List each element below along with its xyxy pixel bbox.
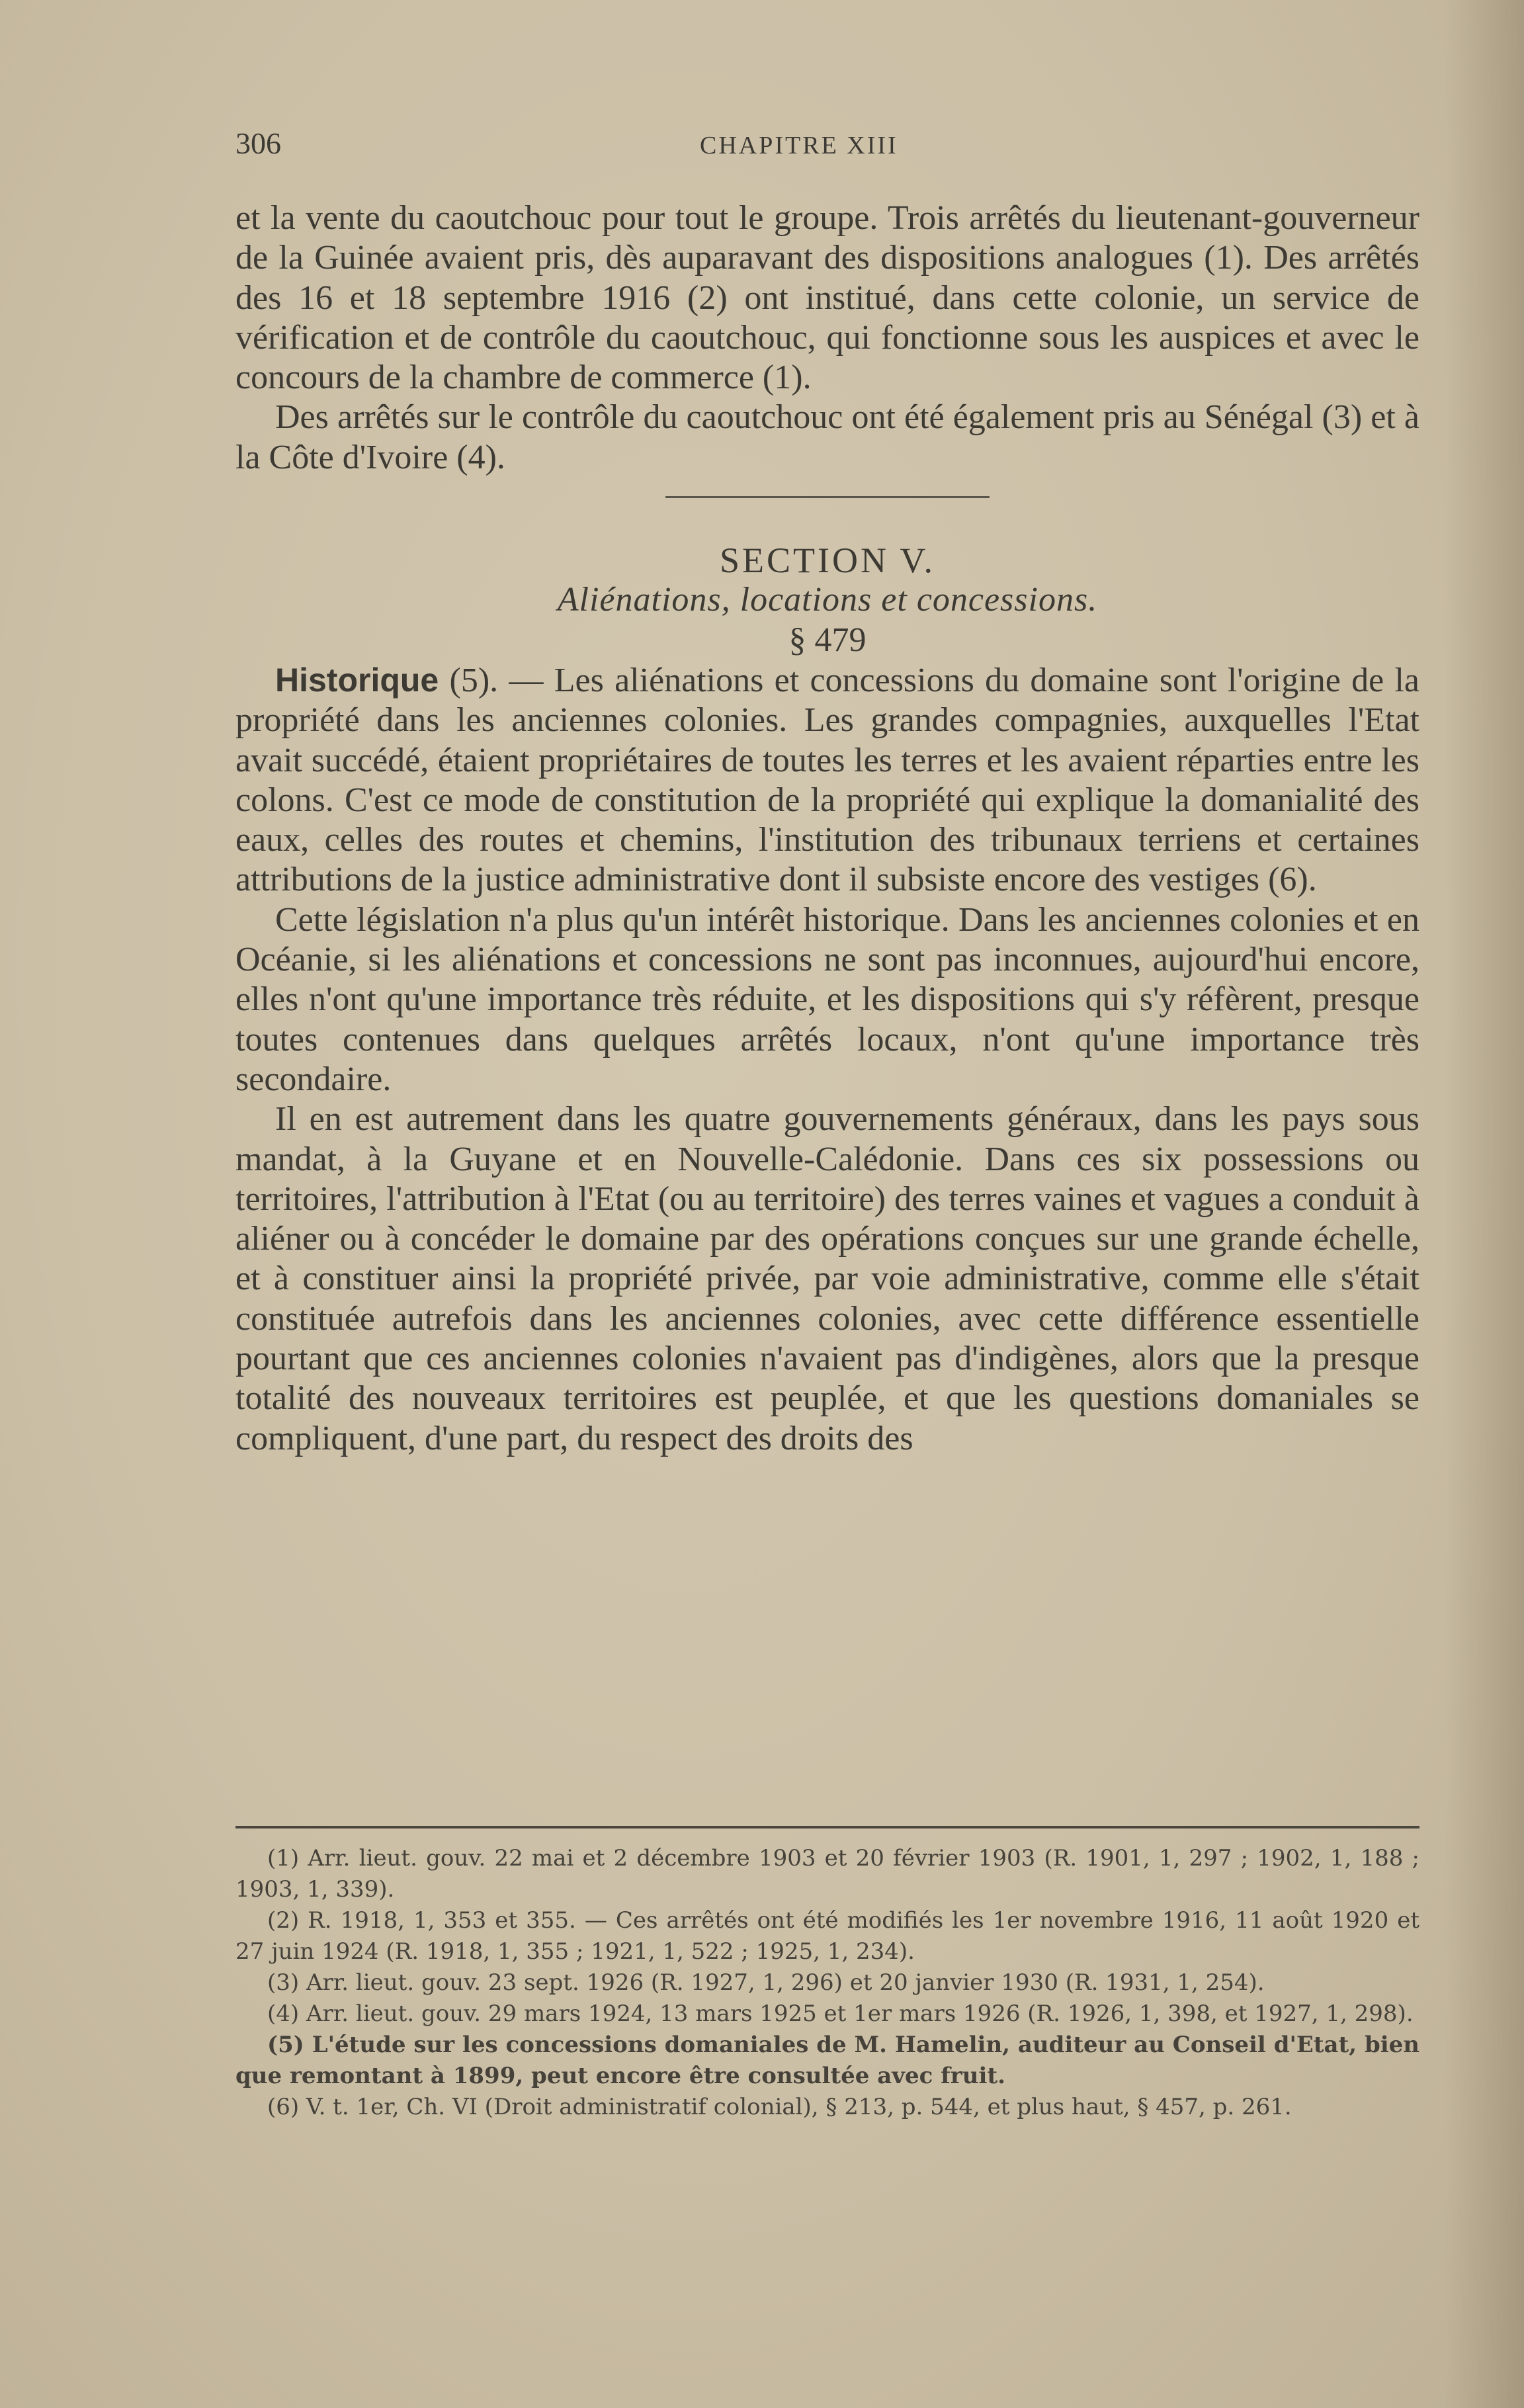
run-in-heading-note: (5). — <box>439 661 554 699</box>
paragraph-1: et la vente du caoutchouc pour tout le groupe. Trois arrêtés du lieutenant-gouverneur de la Guinée avaient pris, dès auparavant des dispositions analogues (1). Des arrêtés des 16 et 18 septembre 1916 (2) ont institué, dans cette colonie, un service de vérification et de contrôle du caoutchouc, qui fonctionne sous les auspices et avec le concours de la chambre de commerce (1). <box>235 199 1419 397</box>
paragraph-5: Il en est autrement dans les quatre gouvernements généraux, dans les pays sous mandat, à la Guyane et en Nouvelle-Calédonie. Dans ces six possessions ou territoires, l'attribution à l'Etat (ou au territoire) des terres vaines et vagues a conduit à aliéner ou à concéder le domaine par des opérations conçues sur une grande échelle, et à constituer ainsi la propriété privée, par voie administrative, comme elle s'était constituée autrefois dans les anciennes colonies, avec cette différence essentielle pourtant que ces anciennes colonies n'avaient pas d'indigènes, alors que la presque totalité des nouveaux territoires est peuplée, et que les questions domaniales se compliquent, d'une part, du respect des droits des <box>235 1100 1419 1457</box>
page-number: 306 <box>235 126 281 160</box>
section-title: SECTION V. <box>719 540 936 581</box>
paragraph-3-text: Les aliénations et concessions du domaine sont l'origine de la propriété dans les anciennes colonies. Les grandes compagnies, auxquelles l'Etat avait succédé, étaient propriétaires de toutes les terres et les avaient réparties entre les colons. C'est ce mode de constitution de la propriété qui explique la domanialité des eaux, celles des routes et chemins, l'institution des tribunaux terriens et certaines attributions de la justice administrative dont il subsiste encore des vestiges (6). <box>235 661 1419 899</box>
paragraph-2: Des arrêtés sur le contrôle du caoutchouc ont été également pris au Sénégal (3) et à la Côte d'Ivoire (4). <box>235 398 1419 476</box>
paragraph-3 <box>235 660 1419 900</box>
paragraph-4: Cette législation n'a plus qu'un intérêt historique. Dans les anciennes colonies et en Océanie, si les aliénations et concessions ne sont pas inconnues, aujourd'hui encore, elles n'ont qu'une importance très réduite, et les dispositions qui s'y réfèrent, presque toutes contenues dans quelques arrêtés locaux, n'ont qu'une importance très secondaire. <box>235 900 1419 1098</box>
section-subtitle: Aliénations, locations et concessions. <box>557 581 1098 619</box>
section-divider <box>665 496 990 498</box>
footnotes <box>235 1843 1419 2123</box>
paragraph-number: § 479 <box>788 621 867 659</box>
footnote-4: (4) Arr. lieut. gouv. 29 mars 1924, 13 mars 1925 et 1er mars 1926 (R. 1926, 1, 398, et 1927, 1, 298). <box>267 2000 1414 2027</box>
footnote-3: (3) Arr. lieut. gouv. 23 sept. 1926 (R. 1927, 1, 296) et 20 janvier 1930 (R. 1931, 1, 254). <box>267 1969 1265 1996</box>
page-edge-shadow <box>1445 0 1524 2408</box>
page-header <box>235 126 1419 172</box>
footnote-rule <box>235 1826 1419 1828</box>
footnote-1: (1) Arr. lieut. gouv. 22 mai et 2 décembre 1903 et 20 février 1903 (R. 1901, 1, 297 ; 1902, 1, 188 ; 1903, 1, 339). <box>235 1845 1419 1903</box>
run-in-heading: Historique <box>275 661 439 699</box>
footnote-6: (6) V. t. 1er, Ch. VI (Droit administratif colonial), § 213, p. 544, et plus haut, § 457, p. 261. <box>267 2094 1292 2120</box>
footnote-5: (5) L'étude sur les concessions domaniales de M. Hamelin, auditeur au Conseil d'Etat, bien que remontant à 1899, peut encore être consultée avec fruit. <box>235 2032 1419 2089</box>
running-head: CHAPITRE XIII <box>700 132 898 159</box>
footnote-2: (2) R. 1918, 1, 353 et 355. — Ces arrêtés ont été modifiés les 1er novembre 1916, 11 août 1920 et 27 juin 1924 (R. 1918, 1, 355 ; 1921, 1, 522 ; 1925, 1, 234). <box>235 1907 1419 1965</box>
main-text <box>235 198 1419 1459</box>
